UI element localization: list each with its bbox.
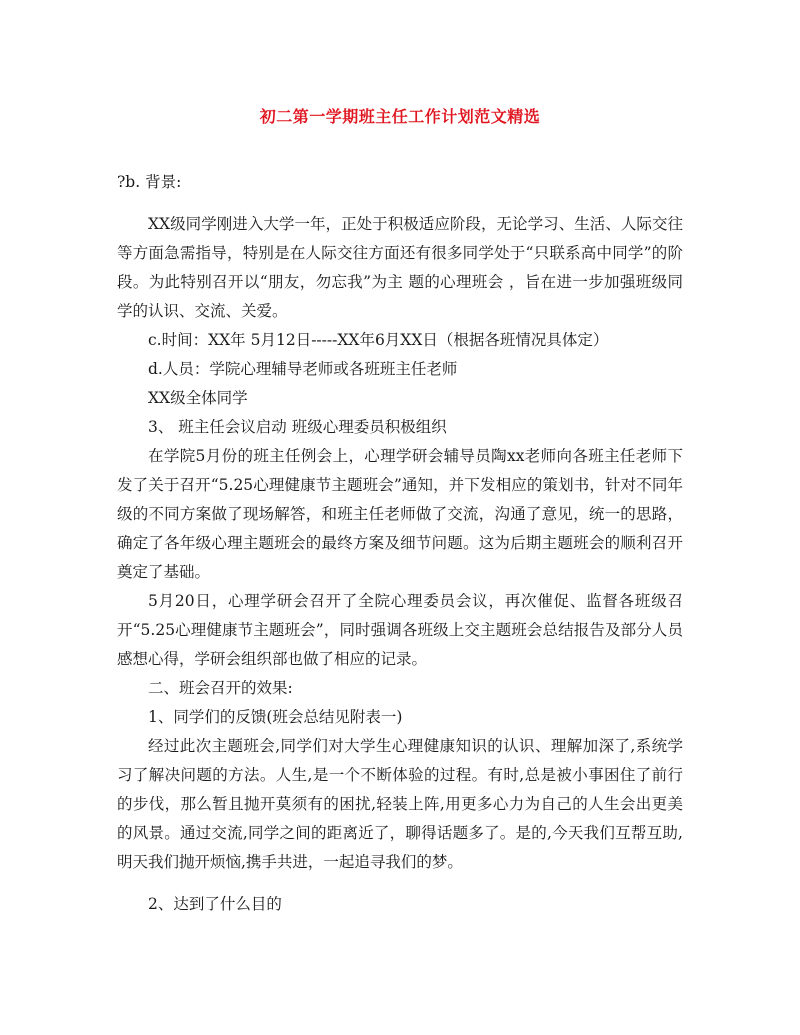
paragraph-background: XX级同学刚进入大学一年，正处于积极适应阶段，无论学习、生活、人际交往等方面急需指导，特别是在人际交往方面还有很多同学处于“只联系高中同学”的阶段。为此特别召开以“朋友，勿忘我”为主 题的心理班会 ，旨在进一步加强班级同学的认识、交流、关爱。	[117, 215, 683, 320]
paragraph-feedback: 经过此次主题班会,同学们对大学生心理健康知识的认识、理解加深了,系统学习了解决问题的方法。人生,是一个不断体验的过程。有时,总是被小事困住了前行的步伐，那么暂且抛开莫须有的困扰,轻装上阵,用更多心力为自己的人生会出更美的风景。通过交流,同学之间的距离近了，聊得话题多了。是的,今天我们互帮互助,明天我们抛开烦恼,携手共进，一起追寻我们的梦。	[117, 737, 683, 871]
document-body	[117, 168, 683, 919]
paragraph-meeting: 在学院5月份的班主任例会上，心理学研会辅导员陶xx老师向各班主任老师下发了关于召开“5.25心理健康节主题班会”通知，并下发相应的策划书，针对不同年级的不同方案做了现场解答，和班主任老师做了交流，沟通了意见，统一的思路，确定了各年级心理主题班会的最终方案及细节问题。这为后期主题班会的顺利召开奠定了基础。	[117, 447, 683, 581]
paragraph-background-heading: ?b. 背景:	[117, 173, 182, 191]
paragraph-goals-heading: 2、达到了什么目的	[148, 895, 282, 913]
paragraph-may-20: 5月20日，心理学研会召开了全院心理委员会议，再次催促、监督各班级召开“5.25心理健康节主题班会”，同时强调各班级上交主题班会总结报告及部分人员感想心得，学研会组织部也做了相应的记录。	[117, 592, 683, 668]
paragraph-personnel: d.人员：学院心理辅导老师或各班班主任老师	[148, 360, 458, 378]
paragraph-all-students: XX级全体同学	[148, 389, 248, 407]
paragraph-section-3: 3、 班主任会议启动 班级心理委员积极组织	[148, 418, 447, 436]
paragraph-effects-heading: 二、班会召开的效果:	[148, 679, 293, 697]
paragraph-time: c.时间：XX年 5月12日-----XX年6月XX日（根据各班情况具体定）	[148, 331, 609, 349]
paragraph-feedback-heading: 1、同学们的反馈(班会总结见附表一)	[148, 708, 403, 726]
document-title: 初二第一学期班主任工作计划范文精选	[259, 107, 541, 126]
